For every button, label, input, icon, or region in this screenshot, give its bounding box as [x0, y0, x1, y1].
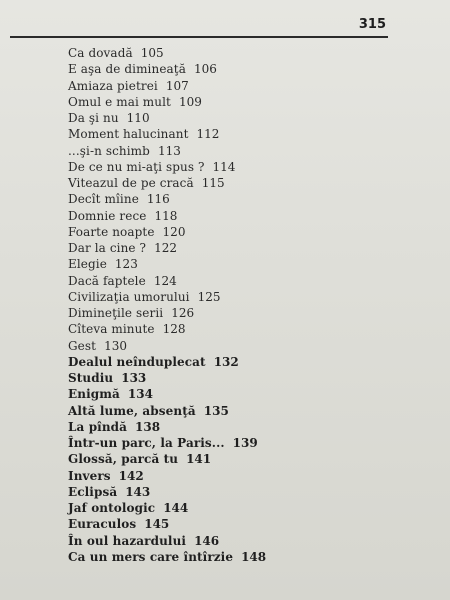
toc-entry-title: Gest [68, 338, 97, 353]
toc-entry [68, 289, 388, 305]
toc-entry-title: Foarte noapte [68, 224, 155, 239]
toc-entry [68, 256, 388, 272]
toc-entry-title: Domnie rece [68, 208, 147, 223]
toc-entry-title: La pîndă [68, 419, 128, 434]
toc-entry [68, 549, 388, 565]
toc-entry-title: Moment halucinant [68, 127, 189, 142]
toc-entry [68, 273, 388, 289]
toc-entry-title: Invers [68, 468, 111, 483]
toc-entry-page: 122 [154, 241, 177, 255]
toc-entry-page: 132 [213, 354, 239, 369]
toc-entry-page: 110 [126, 111, 150, 125]
toc-entry-title: Omul e mai mult [68, 94, 171, 109]
toc-entry [68, 516, 388, 532]
toc-entry [68, 61, 388, 77]
toc-entry-page: 130 [104, 338, 127, 353]
toc-entry [68, 370, 388, 386]
toc-entry-title: Civilizaţia umorului [68, 289, 190, 304]
toc-entry [68, 143, 388, 159]
toc-entry [68, 175, 388, 191]
toc-entry-title: Studiu [68, 371, 114, 385]
toc-entry-page: 143 [125, 484, 151, 499]
toc-entry [68, 354, 388, 370]
toc-entry [68, 451, 388, 467]
toc-entry-page: 134 [127, 387, 153, 402]
toc-entry-title: Ca dovadă [68, 46, 133, 60]
toc-entry-page: 109 [178, 94, 202, 109]
toc-entry [68, 468, 388, 484]
toc-entry [68, 78, 388, 94]
toc-entry [68, 94, 388, 110]
page-number: 315 [358, 17, 386, 32]
toc-entry-page: 105 [140, 46, 164, 60]
toc-entry-title: Da şi nu [68, 111, 119, 125]
table-of-contents [68, 45, 388, 565]
toc-entry-title: Eclipsă [68, 484, 118, 499]
header-rule [10, 36, 388, 38]
toc-entry [68, 533, 388, 549]
toc-entry-page: 141 [186, 452, 212, 467]
toc-entry-page: 139 [232, 436, 258, 450]
toc-entry-page: 112 [196, 127, 220, 142]
toc-entry [68, 191, 388, 207]
toc-entry-title: În oul hazardului [68, 533, 187, 548]
toc-entry-page: 135 [203, 403, 229, 418]
toc-entry-page: 124 [153, 273, 177, 288]
toc-entry-page: 146 [194, 533, 220, 548]
toc-entry-page: 126 [171, 306, 195, 320]
toc-entry-title: Amiaza pietrei [68, 78, 158, 93]
toc-entry-title: Jaf ontologic [68, 501, 156, 515]
toc-entry-title: Glossă, parcă tu [68, 452, 179, 467]
toc-entry [68, 159, 388, 175]
toc-entry [68, 419, 388, 435]
toc-entry-page: 116 [146, 192, 170, 207]
toc-entry-page: 138 [135, 419, 161, 434]
toc-entry-page: 118 [154, 208, 178, 223]
toc-entry [68, 484, 388, 500]
toc-entry-title: Dacă faptele [68, 273, 146, 288]
toc-entry-title: Euraculos [68, 517, 137, 532]
toc-entry-title: Dar la cine ? [68, 241, 147, 255]
toc-entry-title: Enigmă [68, 387, 120, 402]
toc-entry-page: 125 [197, 289, 221, 304]
toc-entry [68, 338, 388, 354]
toc-entry-title: Dealul neînduplecat [68, 354, 206, 369]
toc-entry-title: Dimineţile serii [68, 306, 164, 320]
toc-entry-title: De ce nu mi-aţi spus ? [68, 159, 205, 174]
toc-entry [68, 403, 388, 419]
toc-entry [68, 500, 388, 516]
toc-entry [68, 321, 388, 337]
toc-entry [68, 45, 388, 61]
toc-entry-page: 128 [162, 322, 186, 337]
toc-entry-title: Într-un parc, la Paris... [68, 436, 225, 450]
toc-entry-page: 107 [165, 78, 189, 93]
toc-entry-title: Decît mîine [68, 192, 139, 207]
toc-entry [68, 386, 388, 402]
toc-entry-page: 148 [241, 549, 267, 564]
toc-entry-page: 142 [118, 468, 144, 483]
toc-entry-title: Cîteva minute [68, 322, 155, 337]
toc-entry [68, 305, 388, 321]
toc-entry [68, 126, 388, 142]
toc-entry [68, 435, 388, 451]
toc-entry-page: 120 [162, 224, 186, 239]
toc-entry-page: 144 [163, 501, 189, 515]
toc-entry-page: 145 [144, 517, 170, 532]
toc-entry [68, 224, 388, 240]
toc-entry-title: Altă lume, absenţă [68, 403, 196, 418]
toc-entry-title: E aşa de dimineaţă [68, 62, 186, 77]
toc-entry [68, 110, 388, 126]
toc-entry-page: 114 [212, 159, 236, 174]
toc-entry-title: Viteazul de pe cracă [68, 176, 194, 190]
toc-entry-page: 113 [157, 143, 181, 158]
toc-entry-page: 123 [114, 257, 138, 272]
toc-entry-page: 133 [121, 371, 147, 385]
toc-entry-title: ...şi-n schimb [68, 143, 150, 158]
toc-entry-title: Ca un mers care întîrzie [68, 549, 234, 564]
toc-entry [68, 208, 388, 224]
toc-entry-page: 115 [201, 176, 225, 190]
toc-entry-title: Elegie [68, 257, 107, 272]
toc-entry [68, 240, 388, 256]
toc-entry-page: 106 [193, 62, 217, 77]
